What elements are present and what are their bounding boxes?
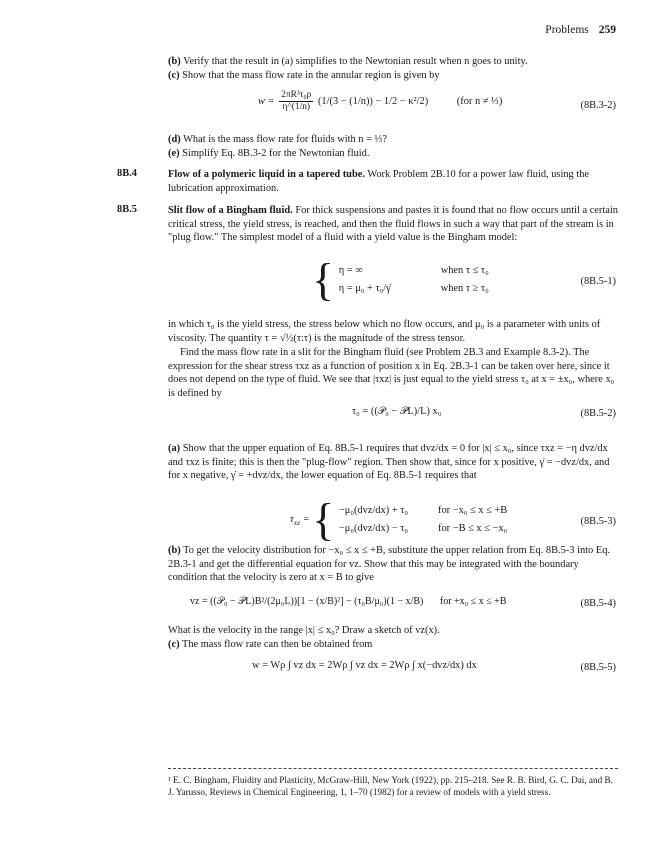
- paragraph-find-mass-flow: Find the mass flow rate in a slit for the Bingham fluid (see Problem 2B.3 and Example 8.3-2). The expression for the shear stress τxz as a function of position x in Eq. 2B.3-1 can be taken over here, since it does not depend on the type of fluid. We see that |τxz| is just equal to the yield stress τ₀ at x = ±x₀, where x₀ is defined by: [168, 347, 615, 399]
- equation-number: (8B.5-2): [580, 408, 616, 419]
- equation-8B5-5: w = Wρ ∫ vz dx = 2Wρ ∫ vz dx = 2Wρ ∫ x(−dvz/dx) dx: [252, 660, 477, 671]
- prob-8B3-part-c: (c) Show that the mass flow rate in the annular region is given by: [168, 70, 440, 81]
- problem-title: Slit flow of a Bingham fluid.: [168, 205, 293, 216]
- running-head: [545, 24, 616, 36]
- prob-8B3-part-d: (d) What is the mass flow rate for fluids with n = ⅓?: [168, 134, 387, 145]
- prob-8B5-intro: Slit flow of a Bingham fluid. For thick suspensions and pastes it is found that no flow occurs until a certain critical stress, the yield stress, is reached, and then the fluid flows in such a way that part of the stream is in "plug flow." The simplest model of a fluid with a yield value is the Bingham model:: [168, 205, 618, 244]
- equation-number: (8B.5-5): [580, 662, 616, 673]
- prob-8B3-part-b: (b) Verify that the result in (a) simplifies to the Newtonian result when n goes to unity.: [168, 56, 528, 67]
- equation-8B3-2: w = $\frac{\text{2πR³τ₀ρ}}{\eta\^{}(1/n)}$ (1/(3 − (1/n)) − 1/2 − κ²/2) (for n ≠ ⅓): [258, 90, 503, 112]
- bingham-model-equation: { η = ∞ when τ ≤ τ₀ η = μ₀ + τ₀/γ̇ when τ ≥ τ₀: [312, 254, 489, 305]
- problem-number: 8B.5: [117, 204, 137, 215]
- section-title: Problems: [545, 24, 589, 36]
- page-number: 259: [598, 24, 616, 36]
- prob-8B5-part-b: (b) To get the velocity distribution for −x₀ ≤ x ≤ +B, substitute the upper relation from Eq. 8B.5-3 into Eq. 2B.3-1 and get the differential equation for vz. Show that this may be integrated with the boundary condition that the velocity is zero at x = B to give: [168, 545, 610, 584]
- equation-number: (8B.5-1): [580, 276, 616, 287]
- equation-number: (8B.3-2): [580, 100, 616, 111]
- prob-8B5-part-b-question: What is the velocity in the range |x| ≤ x₀? Draw a sketch of vz(x).: [168, 625, 440, 636]
- footnote-divider: [168, 768, 618, 769]
- footnote: ¹ E. C. Bingham, Fluidity and Plasticity, McGraw-Hill, New York (1922), pp. 215–218. See R. B. Bird, G. C. Dai, and B. J. Yarusso, Reviews in Chemical Engineering, 1, 1–70 (1982) for a review of models with a yield stress.: [168, 775, 613, 797]
- prob-8B3-part-e: (e) Simplify Eq. 8B.3-2 for the Newtonian fluid.: [168, 148, 370, 159]
- equation-8B5-2: τ₀ = ((𝒫₀ − 𝒫L)/L) x₀: [352, 406, 442, 417]
- equation-8B5-4: vz = ((𝒫₀ − 𝒫L)B²/(2μ₀L))[1 − (x/B)²] − (τ₀B/μ₀)(1 − x/B) for +x₀ ≤ x ≤ +B: [190, 596, 507, 607]
- prob-8B5-part-a: (a) Show that the upper equation of Eq. 8B.5-1 requires that dvz/dx = 0 for |x| ≤ x₀, since τxz = −η dvz/dx and τxz is finite; this is then the "plug-flow" region. Then show that, since for x positive, γ̇ = −dvz/dx, and for x negative, γ̇ = +dvz/dx, the lower equation of Eq. 8B.5-1 requires that: [168, 443, 610, 482]
- equation-8B5-3: $\tau_{xz}$ = { −μ₀(dvz/dx) + τ₀ for −x₀ ≤ x ≤ +B −μ₀(dvz/dx) − τ₀ for −B ≤ x ≤ −x₀: [290, 494, 508, 545]
- equation-number: (8B.5-4): [580, 598, 616, 609]
- prob-8B4: Flow of a polymeric liquid in a tapered tube. Work Problem 2B.10 for a power law fluid, using the lubrication approximation.: [168, 169, 590, 194]
- problem-number: 8B.4: [117, 168, 137, 179]
- prob-8B5-part-c: (c) The mass flow rate can then be obtained from: [168, 639, 373, 650]
- equation-number: (8B.5-3): [580, 516, 616, 527]
- paragraph-yield-stress: in which τ₀ is the yield stress, the stress below which no flow occurs, and μ₀ is a parameter with units of viscosity. The quantity τ = √½(τ:τ) is the magnitude of the stress tensor.: [168, 319, 601, 344]
- problem-title: Flow of a polymeric liquid in a tapered tube.: [168, 169, 365, 180]
